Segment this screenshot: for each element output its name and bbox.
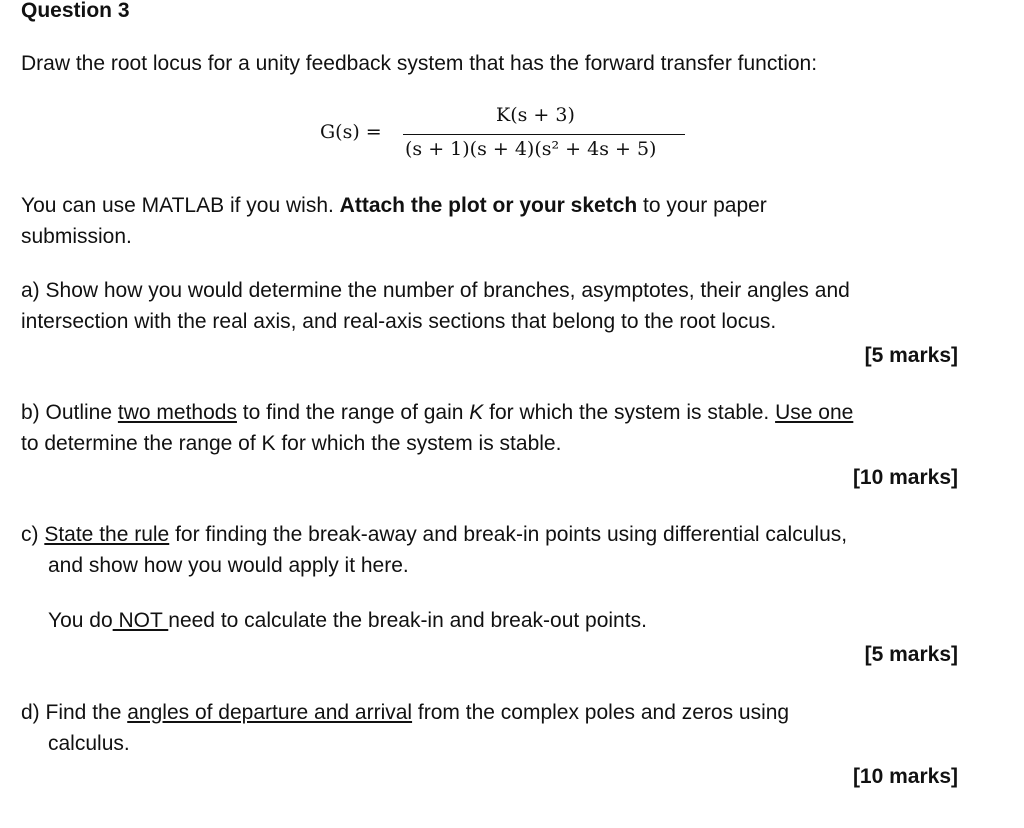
fraction-bar: [403, 134, 685, 135]
part-c-note-post: need to calculate the break-in and break-out points.: [168, 609, 647, 632]
matlab-note-pre: You can use MATLAB if you wish.: [21, 194, 340, 217]
part-b-mid2: for which the system is stable.: [483, 401, 776, 424]
part-d-pre: d) Find the: [21, 701, 128, 724]
part-c-pre: c): [21, 523, 45, 546]
matlab-note-post: to your paper: [637, 194, 767, 217]
matlab-note-bold: Attach the plot or your sketch: [339, 194, 638, 217]
part-b-line2: to determine the range of K for which the system is stable.: [21, 432, 562, 455]
part-b-pre: b) Outline: [21, 401, 118, 424]
part-c-note: [48, 605, 1008, 636]
part-b-underline-1: two methods: [117, 401, 237, 424]
part-c-note-underline: NOT: [112, 609, 169, 632]
question-intro: Draw the root locus for a unity feedback system that has the forward transfer function:: [21, 52, 818, 75]
equation-lhs: G(s) =: [320, 121, 382, 143]
part-c-text: [21, 519, 1011, 550]
part-d-post: from the complex poles and zeros using: [412, 701, 790, 724]
part-b-mid: to find the range of gain: [236, 401, 470, 424]
part-a-text: [21, 275, 1011, 337]
part-b-underline-2: Use one: [775, 401, 854, 424]
equation-numerator: K(s + 3): [496, 104, 575, 126]
part-c-post: for finding the break-away and break-in points using differential calculus,: [169, 523, 848, 546]
part-b-k: K: [469, 401, 484, 424]
part-c-marks: [5 marks]: [864, 643, 958, 666]
equation-denominator: (s + 1)(s + 4)(s² + 4s + 5): [405, 138, 657, 160]
part-d-text: [21, 697, 1011, 728]
part-c-note-pre: You do: [48, 609, 113, 632]
part-a-line1: a) Show how you would determine the number of branches, asymptotes, their angles and: [21, 279, 850, 302]
part-a-marks: [5 marks]: [864, 344, 958, 367]
part-c-underline: State the rule: [44, 523, 170, 546]
transfer-function-equation: [320, 104, 690, 168]
part-d-marks: [10 marks]: [852, 765, 958, 788]
part-d-underline: angles of departure and arrival: [127, 701, 413, 724]
part-b-text: [21, 397, 1011, 459]
question-title: Question 3: [21, 0, 130, 22]
part-c-line2: and show how you would apply it here.: [48, 554, 409, 577]
part-b-marks: [10 marks]: [852, 466, 958, 489]
matlab-note: [21, 190, 1011, 252]
part-d-line2: calculus.: [48, 732, 130, 755]
matlab-note-line2: submission.: [21, 225, 132, 248]
part-a-line2: intersection with the real axis, and real-axis sections that belong to the root locus.: [21, 310, 777, 333]
